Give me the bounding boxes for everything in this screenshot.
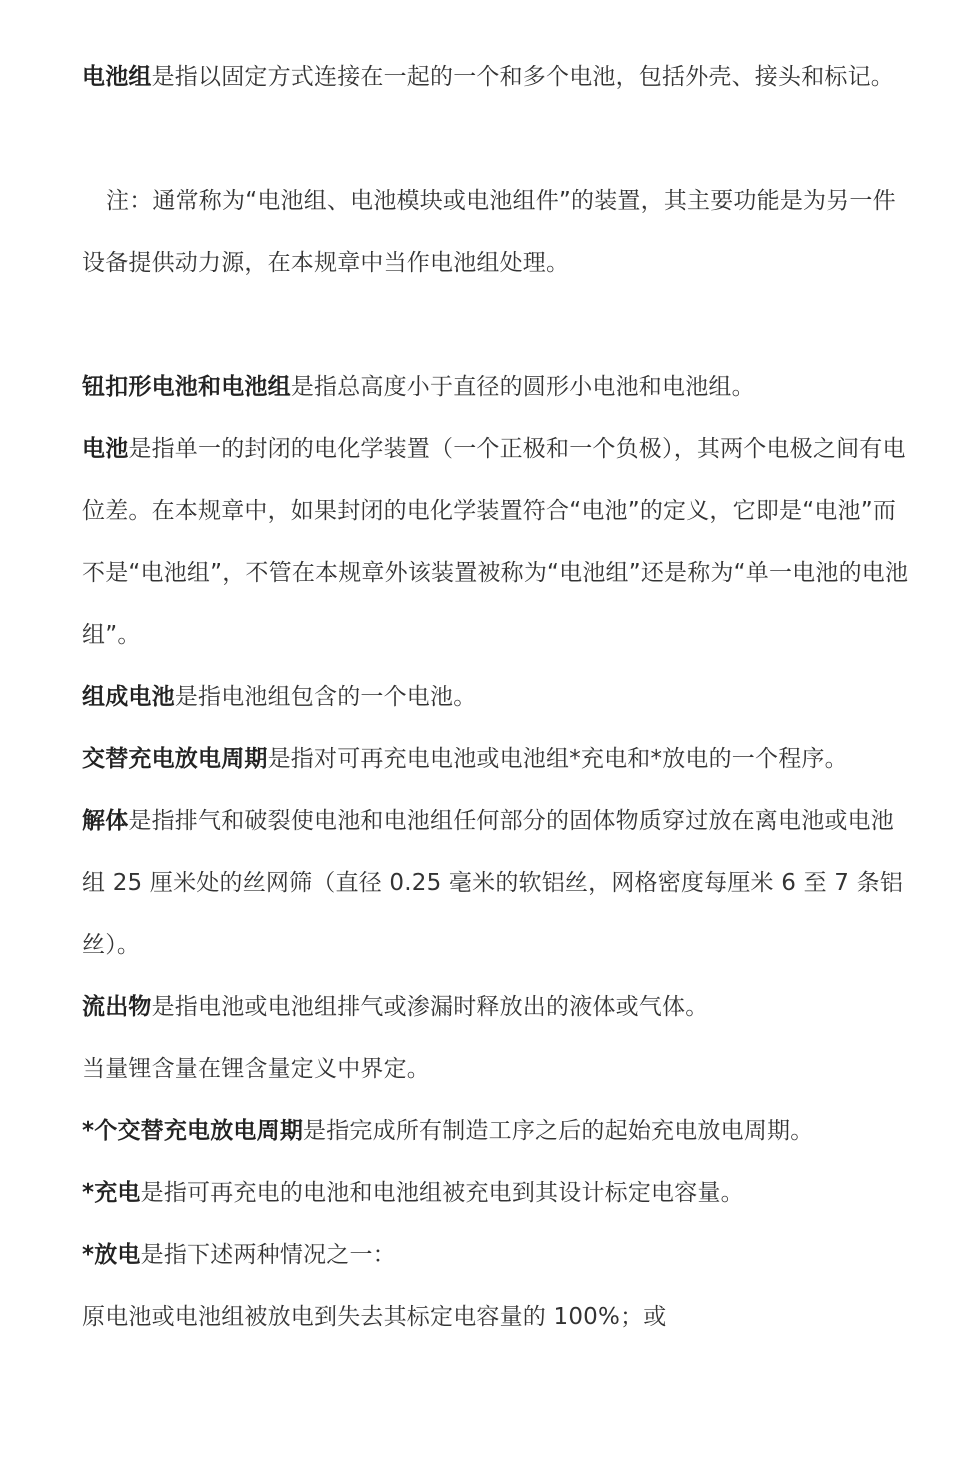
definition-text: 是指下述两种情况之一： <box>140 1242 396 1268</box>
definition-battery-pack <box>82 46 912 108</box>
definition-text: 是指总高度小于直径的圆形小电池和电池组。 <box>290 374 755 400</box>
plain-paragraph-primary <box>82 1286 912 1348</box>
definition-first-cycle <box>82 1100 912 1162</box>
note-text: 注：通常称为“电池组、电池模块或电池组件”的装置，其主要功能是为另一件设备提供动力源，在本规章中当作电池组处理。 <box>82 188 896 276</box>
spacer <box>82 108 912 170</box>
definition-text: 是指可再充电的电池和电池组被充电到其设计标定电容量。 <box>140 1180 744 1206</box>
definition-text: 是指电池或电池组排气或渗漏时释放出的液体或气体。 <box>151 994 709 1020</box>
definition-button-cell <box>82 356 912 418</box>
definition-effluent <box>82 976 912 1038</box>
term: 电池 <box>82 436 129 462</box>
definition-component-cell <box>82 666 912 728</box>
definition-cell <box>82 418 912 666</box>
plain-text: 当量锂含量在锂含量定义中界定。 <box>82 1056 430 1082</box>
definition-text: 是指电池组包含的一个电池。 <box>174 684 477 710</box>
definition-discharged <box>82 1224 912 1286</box>
plain-paragraph-lithium <box>82 1038 912 1100</box>
term: *充电 <box>82 1180 141 1206</box>
definition-text: 是指排气和破裂使电池和电池组任何部分的固体物质穿过放在离电池或电池组 25 厘米处的丝网筛（直径 0.25 毫米的软铝丝，网格密度每厘米 6 至 7 条铝丝）。 <box>82 808 904 958</box>
definition-text: 是指对可再充电电池或电池组*充电和*放电的一个程序。 <box>267 746 848 772</box>
term: *个交替充电放电周期 <box>82 1118 304 1144</box>
term: 钮扣形电池和电池组 <box>82 374 291 400</box>
definition-cycle <box>82 728 912 790</box>
term: *放电 <box>82 1242 141 1268</box>
document-body <box>82 46 912 1348</box>
definition-text: 是指单一的封闭的电化学装置（一个正极和一个负极），其两个电极之间有电位差。在本规章中，如果封闭的电化学装置符合“电池”的定义，它即是“电池”而不是“电池组”，不管在本规章外该装置被称为“电池组”还是称为“单一电池的电池组”。 <box>82 436 909 648</box>
term: 流出物 <box>82 994 152 1020</box>
definition-text: 是指完成所有制造工序之后的起始充电放电周期。 <box>303 1118 814 1144</box>
definition-text: 是指以固定方式连接在一起的一个和多个电池，包括外壳、接头和标记。 <box>151 64 895 90</box>
note-paragraph <box>82 170 912 294</box>
term: 组成电池 <box>82 684 175 710</box>
spacer <box>82 294 912 356</box>
definition-charged <box>82 1162 912 1224</box>
plain-text: 原电池或电池组被放电到失去其标定电容量的 100%；或 <box>82 1304 667 1330</box>
term: 解体 <box>82 808 129 834</box>
definition-disassembly <box>82 790 912 976</box>
term: 电池组 <box>82 64 152 90</box>
term: 交替充电放电周期 <box>82 746 268 772</box>
